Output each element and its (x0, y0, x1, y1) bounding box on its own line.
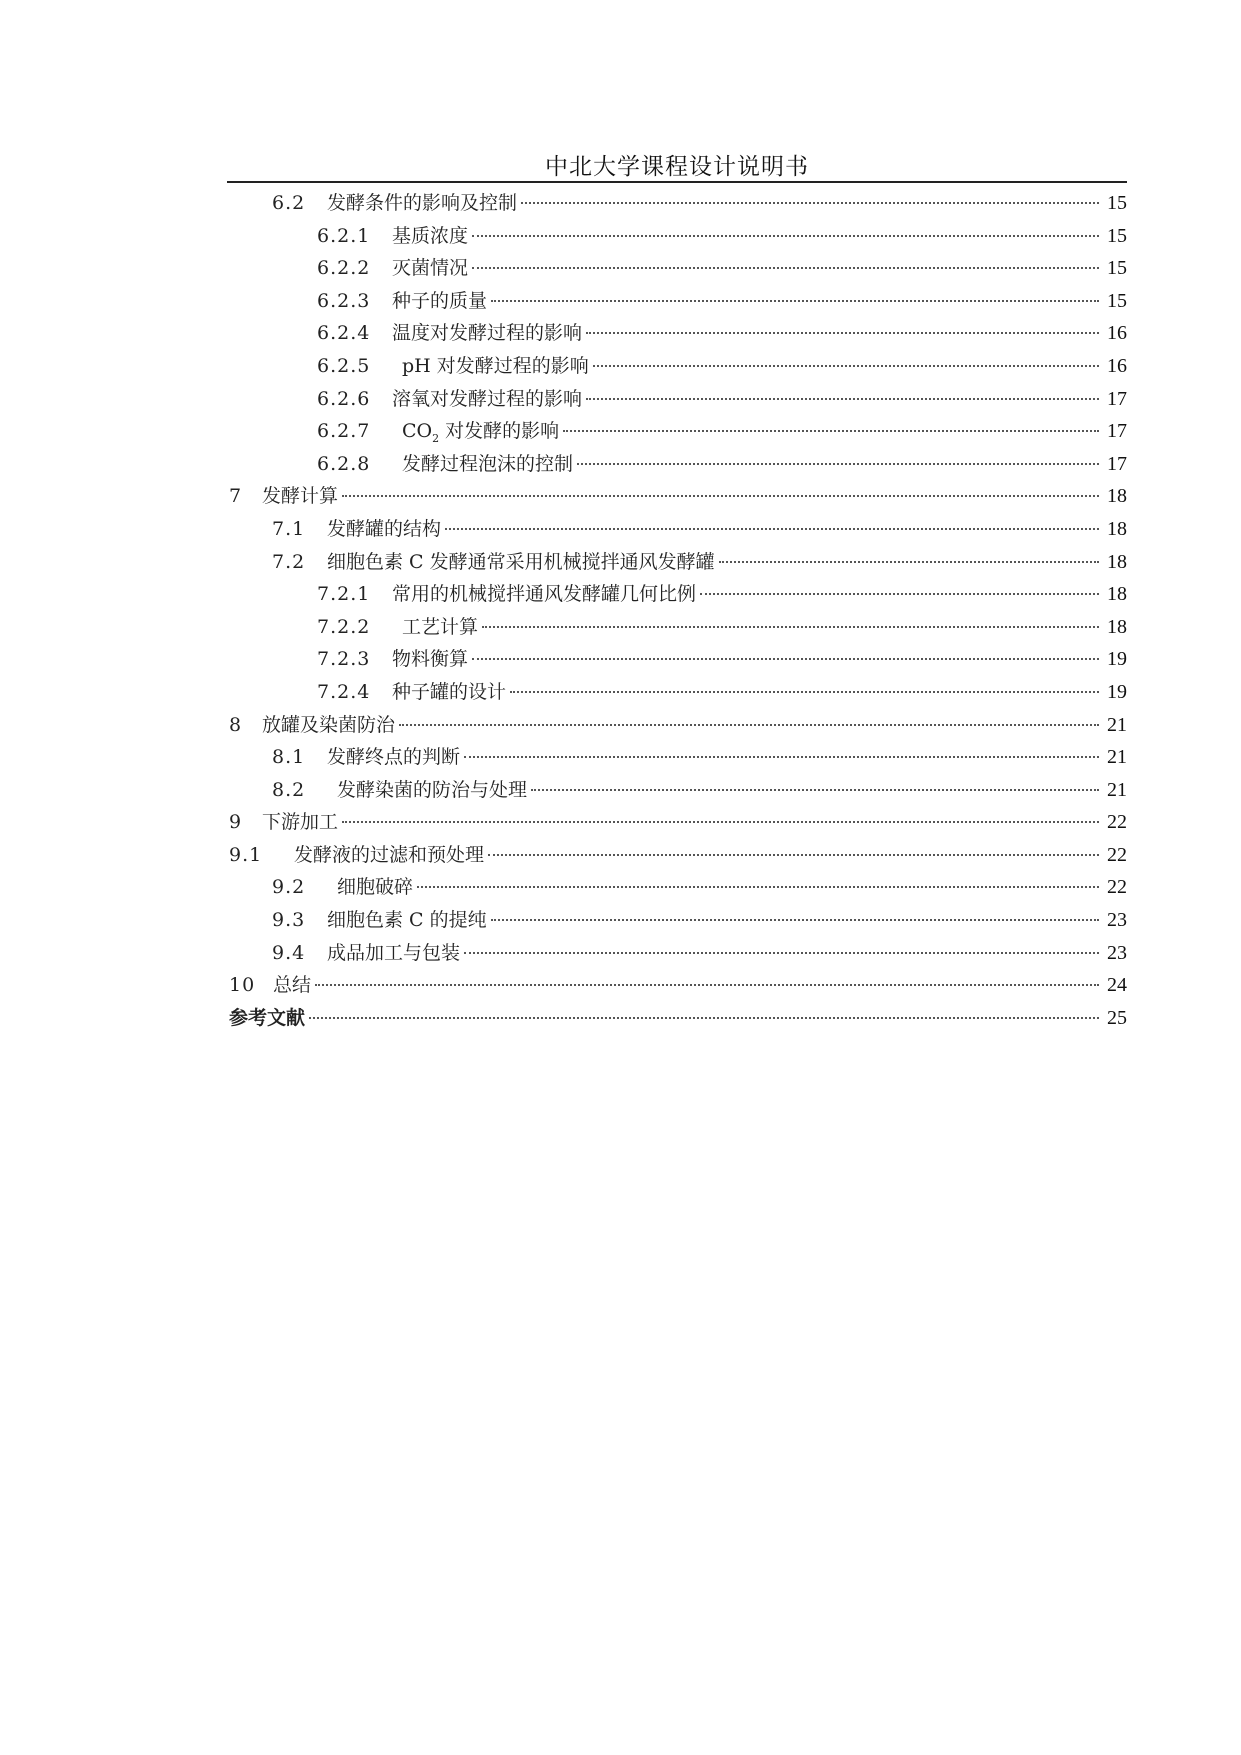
toc-entry[interactable] (227, 871, 1127, 904)
toc-dot-leader (586, 398, 1099, 400)
toc-entry-number: 7.2.1 (317, 583, 371, 606)
toc-entry-number: 6.2.5 (317, 354, 371, 377)
toc-entry-page: 18 (1107, 485, 1127, 508)
toc-dot-leader (488, 854, 1099, 856)
toc-entry-page: 22 (1107, 876, 1127, 899)
toc-entry-title: 成品加工与包装 (327, 941, 461, 964)
toc-entry-number: 6.2.1 (317, 224, 371, 247)
toc-entry-page: 16 (1107, 322, 1127, 345)
toc-entry-number: 6.2.8 (317, 452, 371, 475)
toc-entry-title: 发酵终点的判断 (327, 746, 461, 769)
toc-entry[interactable] (227, 839, 1127, 872)
toc-entry-number: 7.2 (272, 550, 306, 573)
toc-entry-page: 21 (1107, 746, 1127, 769)
toc-entry[interactable] (227, 611, 1127, 644)
toc-entry-title: 发酵液的过滤和预处理 (294, 843, 485, 866)
toc-entry-page: 22 (1107, 811, 1127, 834)
toc-entry-page: 18 (1107, 583, 1127, 606)
toc-entry-page: 23 (1107, 941, 1127, 964)
toc-entry[interactable] (227, 415, 1127, 448)
toc-dot-leader (482, 626, 1099, 628)
toc-entry-page: 18 (1107, 550, 1127, 573)
toc-dot-leader (700, 593, 1099, 595)
toc-entry[interactable] (227, 578, 1127, 611)
toc-entry[interactable] (227, 448, 1127, 481)
toc-entry-title: 细胞破碎 (337, 876, 414, 899)
toc-entry-title: 溶氧对发酵过程的影响 (392, 387, 583, 410)
toc-entry-page: 16 (1107, 354, 1127, 377)
toc-entry-page: 22 (1107, 843, 1127, 866)
toc-entry-title: 细胞色素 C 的提纯 (327, 909, 487, 932)
toc-entry-title: 种子的质量 (392, 289, 488, 312)
toc-dot-leader (491, 919, 1099, 921)
toc-entry[interactable] (227, 969, 1127, 1002)
toc-entry-title: pH 对发酵过程的影响 (402, 354, 589, 377)
toc-entry[interactable] (227, 220, 1127, 253)
toc-entry-page: 21 (1107, 713, 1127, 736)
toc-dot-leader (342, 821, 1099, 823)
toc-entry-page: 17 (1107, 420, 1127, 443)
toc-entry-page: 24 (1107, 974, 1127, 997)
toc-entry-page: 23 (1107, 909, 1127, 932)
toc-entry-title: 参考文献 (229, 1006, 306, 1029)
toc-entry-title: 放罐及染菌防治 (262, 713, 396, 736)
toc-entry[interactable] (227, 546, 1127, 579)
toc-dot-leader (464, 756, 1099, 758)
toc-entry-number: 8 (229, 713, 243, 736)
toc-dot-leader (472, 658, 1099, 660)
toc-entry-number: 6.2.3 (317, 289, 371, 312)
toc-dot-leader (472, 267, 1099, 269)
toc-entry-page: 17 (1107, 452, 1127, 475)
toc-entry-number: 6.2.4 (317, 322, 371, 345)
toc-dot-leader (472, 235, 1099, 237)
toc-entry-number: 6.2 (272, 192, 306, 214)
toc-dot-leader (464, 952, 1099, 954)
toc-dot-leader (309, 1017, 1099, 1019)
toc-dot-leader (586, 332, 1099, 334)
toc-dot-leader (342, 495, 1099, 497)
toc-entry-title-rest: 对发酵的影响 (439, 420, 560, 443)
toc-entry-page: 19 (1107, 648, 1127, 671)
toc-entry-number: 7 (229, 485, 243, 508)
toc-entry-page: 25 (1107, 1006, 1127, 1029)
toc-entry-page: 18 (1107, 517, 1127, 540)
toc-dot-leader (563, 430, 1099, 432)
toc-entry-page: 17 (1107, 387, 1127, 410)
toc-entry[interactable] (227, 187, 1127, 220)
toc-entry[interactable] (227, 1002, 1127, 1035)
toc-entry-page: 18 (1107, 615, 1127, 638)
toc-entry-page: 15 (1107, 192, 1127, 214)
toc-dot-leader (315, 984, 1099, 986)
toc-entry[interactable] (227, 774, 1127, 807)
toc-entry-page: 21 (1107, 778, 1127, 801)
toc-entry-title: 总结 (273, 974, 312, 997)
toc-dot-leader (577, 463, 1099, 465)
toc-entry-number: 6.2.7 (317, 420, 371, 443)
toc-entry-number: 7.2.4 (317, 680, 371, 703)
toc-entry-number: 8.1 (272, 746, 306, 769)
toc-entry[interactable] (227, 806, 1127, 839)
toc-entry[interactable] (227, 741, 1127, 774)
toc-entry[interactable] (227, 937, 1127, 970)
toc-entry[interactable] (227, 480, 1127, 513)
toc-entry-number: 9 (229, 811, 243, 834)
toc-entry-number: 10 (229, 974, 256, 997)
toc-entry-number: 9.1 (229, 843, 263, 866)
toc-entry-title: 温度对发酵过程的影响 (392, 322, 583, 345)
toc-dot-leader (510, 691, 1099, 693)
toc-dot-leader (719, 561, 1099, 563)
page-header-title: 中北大学课程设计说明书 (545, 154, 809, 180)
toc-entry[interactable] (227, 285, 1127, 318)
co2-formula: CO (402, 420, 433, 443)
toc-entry-number: 7.2.2 (317, 615, 371, 638)
toc-dot-leader (445, 528, 1099, 530)
toc-entry[interactable] (227, 350, 1127, 383)
toc-entry-title: 发酵罐的结构 (327, 517, 442, 540)
toc-entry-number: 6.2.2 (317, 257, 371, 280)
toc-entry-title: 细胞色素 C 发酵通常采用机械搅拌通风发酵罐 (327, 550, 715, 573)
toc-entry[interactable] (227, 513, 1127, 546)
toc-entry-page: 15 (1107, 224, 1127, 247)
toc-entry[interactable] (227, 383, 1127, 416)
toc-entry-page: 15 (1107, 289, 1127, 312)
toc-entry-number: 6.2.6 (317, 387, 371, 410)
table-of-contents (227, 187, 1127, 1034)
toc-entry-title: 工艺计算 (402, 615, 479, 638)
toc-entry-number: 7.2.3 (317, 648, 371, 671)
toc-entry-number: 8.2 (272, 778, 306, 801)
toc-dot-leader (417, 886, 1099, 888)
toc-dot-leader (399, 724, 1099, 726)
toc-dot-leader (593, 365, 1099, 367)
toc-entry-number: 9.2 (272, 876, 306, 899)
toc-entry-title: 基质浓度 (392, 224, 469, 247)
toc-entry-title: 发酵计算 (262, 485, 339, 508)
toc-entry-title: 发酵过程泡沫的控制 (402, 452, 574, 475)
toc-entry-number: 9.4 (272, 941, 306, 964)
toc-entry[interactable] (227, 676, 1127, 709)
toc-entry-title: 种子罐的设计 (392, 680, 507, 703)
toc-entry-number: 7.1 (272, 517, 306, 540)
toc-entry[interactable] (227, 317, 1127, 350)
toc-entry-title: 发酵条件的影响及控制 (327, 192, 518, 214)
toc-dot-leader (491, 300, 1099, 302)
toc-dot-leader (521, 202, 1099, 204)
header-rule (227, 181, 1127, 183)
toc-entry-page: 19 (1107, 680, 1127, 703)
toc-entry[interactable] (227, 904, 1127, 937)
toc-entry[interactable] (227, 252, 1127, 285)
toc-entry-title: 下游加工 (262, 811, 339, 834)
toc-entry-title: 常用的机械搅拌通风发酵罐几何比例 (392, 583, 697, 606)
toc-entry-title: 物料衡算 (392, 648, 469, 671)
toc-entry[interactable] (227, 709, 1127, 742)
toc-entry-page: 15 (1107, 257, 1127, 280)
toc-entry-number: 9.3 (272, 909, 306, 932)
toc-entry-title: 发酵染菌的防治与处理 (337, 778, 528, 801)
toc-dot-leader (531, 789, 1099, 791)
co2-subscript: 2 (432, 431, 440, 445)
toc-entry-title: 灭菌情况 (392, 257, 469, 280)
toc-entry[interactable] (227, 643, 1127, 676)
